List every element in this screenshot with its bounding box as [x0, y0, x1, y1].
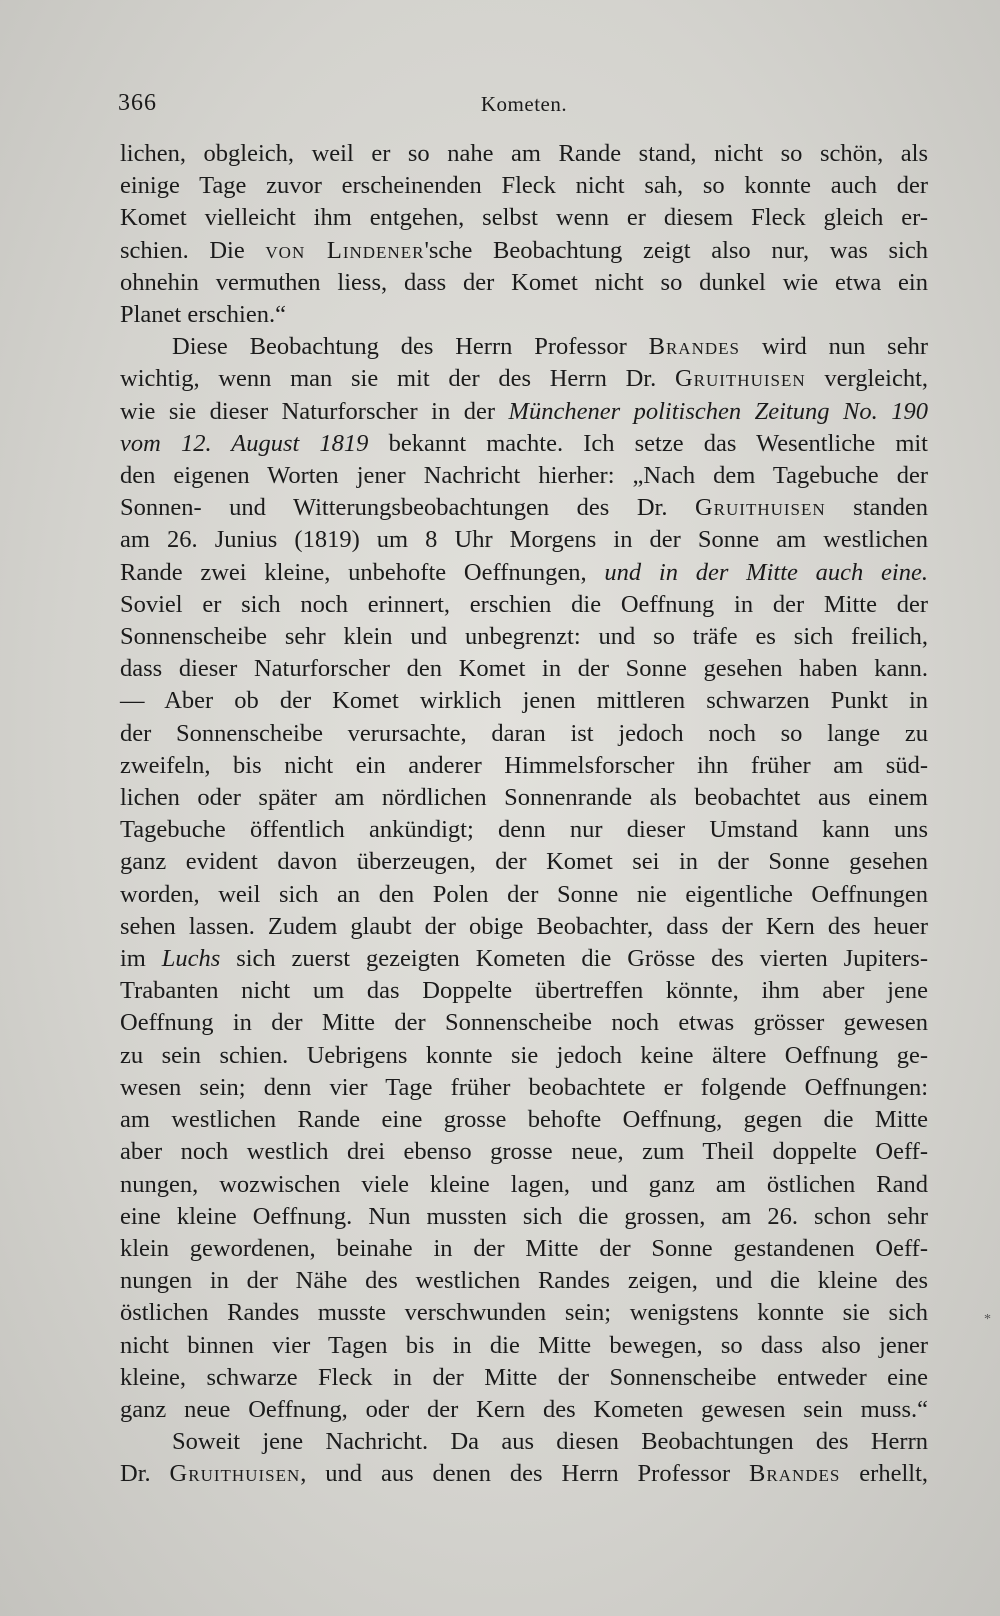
text-segment: klein gewordenen, beinahe in der Mitte der Sonne gestandenen Oeff-: [120, 1234, 928, 1262]
text-segment: nungen in der Nähe des westlichen Randes zeigen, und die kleine des: [120, 1267, 928, 1295]
name-smallcaps: von Lindener: [265, 236, 425, 264]
text-line: [120, 1330, 928, 1362]
text-segment: Oeffnung in der Mitte der Sonnenscheibe noch etwas grösser gewesen: [120, 1009, 928, 1037]
text-segment: wird nun sehr: [739, 333, 928, 361]
text-segment: Komet vielleicht ihm entgehen, selbst wenn er diesem Fleck gleich er-: [120, 204, 928, 232]
text-line: [120, 943, 928, 975]
text-line: [120, 1201, 928, 1233]
body-text: [120, 138, 928, 1491]
text-segment: Sonnen- und Witterungsbeobachtungen des Dr.: [120, 494, 695, 522]
name-smallcaps: Brandes: [749, 1460, 841, 1488]
text-segment: nicht binnen vier Tagen bis in die Mitte bewegen, so dass also jener: [120, 1331, 928, 1359]
italic-text: Luchs: [161, 945, 221, 973]
text-segment: , und aus denen des Herrn Professor: [300, 1460, 750, 1488]
text-segment: Rande zwei kleine, unbehofte Oeffnungen,: [120, 558, 605, 586]
text-line: [120, 911, 928, 943]
text-line: [120, 750, 928, 782]
text-line: [120, 170, 928, 202]
text-line: [120, 428, 928, 460]
text-line: [120, 1394, 928, 1426]
text-line: [120, 975, 928, 1007]
text-line: [120, 267, 928, 299]
text-segment: Soweit jene Nachricht. Da aus diesen Beobachtungen des Herrn: [172, 1428, 928, 1456]
name-smallcaps: Brandes: [648, 333, 740, 361]
text-line: [120, 589, 928, 621]
text-segment: ganz evident davon überzeugen, der Komet sei in der Sonne gesehen: [120, 848, 928, 876]
text-segment: — Aber ob der Komet wirklich jenen mittleren schwarzen Punkt in: [120, 687, 928, 715]
text-line: [120, 396, 928, 428]
text-line: [120, 653, 928, 685]
text-line: [120, 846, 928, 878]
text-segment: wesen sein; denn vier Tage früher beobachtete er folgende Oeffnungen:: [120, 1073, 928, 1101]
text-segment: dass dieser Naturforscher den Komet in der Sonne gesehen haben kann.: [120, 655, 928, 683]
name-smallcaps: Gruithuisen: [694, 494, 826, 522]
text-segment: am westlichen Rande eine grosse behofte Oeffnung, gegen die Mitte: [120, 1106, 928, 1134]
text-line: [120, 1169, 928, 1201]
text-segment: wie sie dieser Naturforscher in der: [120, 397, 509, 425]
text-line: [120, 1136, 928, 1168]
name-smallcaps: Gruithuisen: [674, 365, 806, 393]
text-segment: Tagebuche öffentlich ankündigt; denn nur dieser Umstand kann uns: [120, 816, 928, 844]
text-line: [120, 1458, 928, 1490]
text-segment: sehen lassen. Zudem glaubt der obige Beobachter, dass der Kern des heuer: [120, 912, 928, 940]
text-segment: Soviel er sich noch erinnert, erschien die Oeffnung in der Mitte der: [120, 590, 928, 618]
text-segment: aber noch westlich drei ebenso grosse neue, zum Theil doppelte Oeff-: [120, 1138, 928, 1166]
name-smallcaps: Gruithuisen: [169, 1460, 301, 1488]
text-segment: 'sche Beobachtung zeigt also nur, was sich: [424, 236, 928, 264]
text-line: [120, 138, 928, 170]
text-line: [120, 492, 928, 524]
text-segment: Trabanten nicht um das Doppelte übertreffen könnte, ihm aber jene: [120, 977, 928, 1005]
text-line: [120, 1040, 928, 1072]
text-segment: der Sonnenscheibe verursachte, daran ist jedoch noch so lange zu: [120, 719, 928, 747]
margin-mark: *: [984, 1312, 991, 1327]
text-line: [120, 235, 928, 267]
text-segment: Diese Beobachtung des Herrn Professor: [172, 333, 649, 361]
italic-text: und in der Mitte auch eine.: [604, 558, 928, 586]
text-line: [120, 782, 928, 814]
text-segment: eine kleine Oeffnung. Nun mussten sich die grossen, am 26. schon sehr: [120, 1202, 928, 1230]
page-header: [118, 90, 930, 124]
text-segment: kleine, schwarze Fleck in der Mitte der Sonnenscheibe entweder eine: [120, 1363, 928, 1391]
text-line: [120, 685, 928, 717]
text-segment: lichen oder später am nördlichen Sonnenrande als beobachtet aus einem: [120, 784, 928, 812]
text-segment: zu sein schien. Uebrigens konnte sie jedoch keine ältere Oeffnung ge-: [120, 1041, 928, 1069]
text-segment: Dr.: [120, 1460, 170, 1488]
text-segment: vergleicht,: [805, 365, 928, 393]
text-line: [120, 1265, 928, 1297]
text-segment: zweifeln, bis nicht ein anderer Himmelsforscher ihn früher am süd-: [120, 751, 928, 779]
text-line: [120, 524, 928, 556]
text-line: [120, 460, 928, 492]
text-segment: am 26. Junius (1819) um 8 Uhr Morgens in der Sonne am westlichen: [120, 526, 928, 554]
text-segment: standen: [825, 494, 929, 522]
text-line: [120, 1072, 928, 1104]
text-line: [120, 879, 928, 911]
text-line: [120, 1104, 928, 1136]
text-segment: bekannt machte. Ich setze das Wesentliche mit: [368, 429, 928, 457]
running-head: Kometen.: [480, 92, 568, 116]
text-segment: östlichen Randes musste verschwunden sein; wenigstens konnte sie sich: [120, 1299, 928, 1327]
page-number: 366: [118, 90, 157, 116]
text-line: [120, 1007, 928, 1039]
text-segment: Planet erschien.“: [120, 301, 286, 329]
italic-text: vom 12. August 1819: [120, 429, 369, 457]
text-segment: ohnehin vermuthen liess, dass der Komet nicht so dunkel wie etwa ein: [120, 268, 928, 296]
text-line: [120, 557, 928, 589]
text-segment: den eigenen Worten jener Nachricht hierher: „Nach dem Tagebuche der: [120, 462, 928, 490]
text-segment: wichtig, wenn man sie mit der des Herrn Dr.: [120, 365, 675, 393]
italic-text: Münchener politischen Zeitung No. 190: [508, 397, 928, 425]
text-segment: lichen, obgleich, weil er so nahe am Rande stand, nicht so schön, als: [120, 140, 928, 167]
text-segment: worden, weil sich an den Polen der Sonne nie eigentliche Oeffnungen: [120, 880, 928, 908]
text-line: [120, 718, 928, 750]
text-line: [120, 1233, 928, 1265]
text-line: [120, 1297, 928, 1329]
text-line: [120, 299, 928, 331]
text-segment: nungen, wozwischen viele kleine lagen, und ganz am östlichen Rand: [120, 1170, 928, 1198]
text-segment: im: [120, 945, 162, 973]
text-segment: einige Tage zuvor erscheinenden Fleck nicht sah, so konnte auch der: [120, 172, 928, 200]
text-line: [120, 331, 928, 363]
text-segment: sich zuerst gezeigten Kometen die Grösse des vierten Jupiters-: [220, 945, 928, 973]
text-line: [120, 814, 928, 846]
text-segment: erhellt,: [840, 1460, 929, 1488]
text-line: [120, 621, 928, 653]
text-segment: ganz neue Oeffnung, oder der Kern des Kometen gewesen sein muss.“: [120, 1395, 928, 1423]
text-segment: Sonnenscheibe sehr klein und unbegrenzt: und so träfe es sich freilich,: [120, 623, 928, 651]
text-segment: schien. Die: [120, 236, 266, 264]
text-line: [120, 1426, 928, 1458]
text-line: [120, 202, 928, 234]
text-line: [120, 363, 928, 395]
text-line: [120, 1362, 928, 1394]
